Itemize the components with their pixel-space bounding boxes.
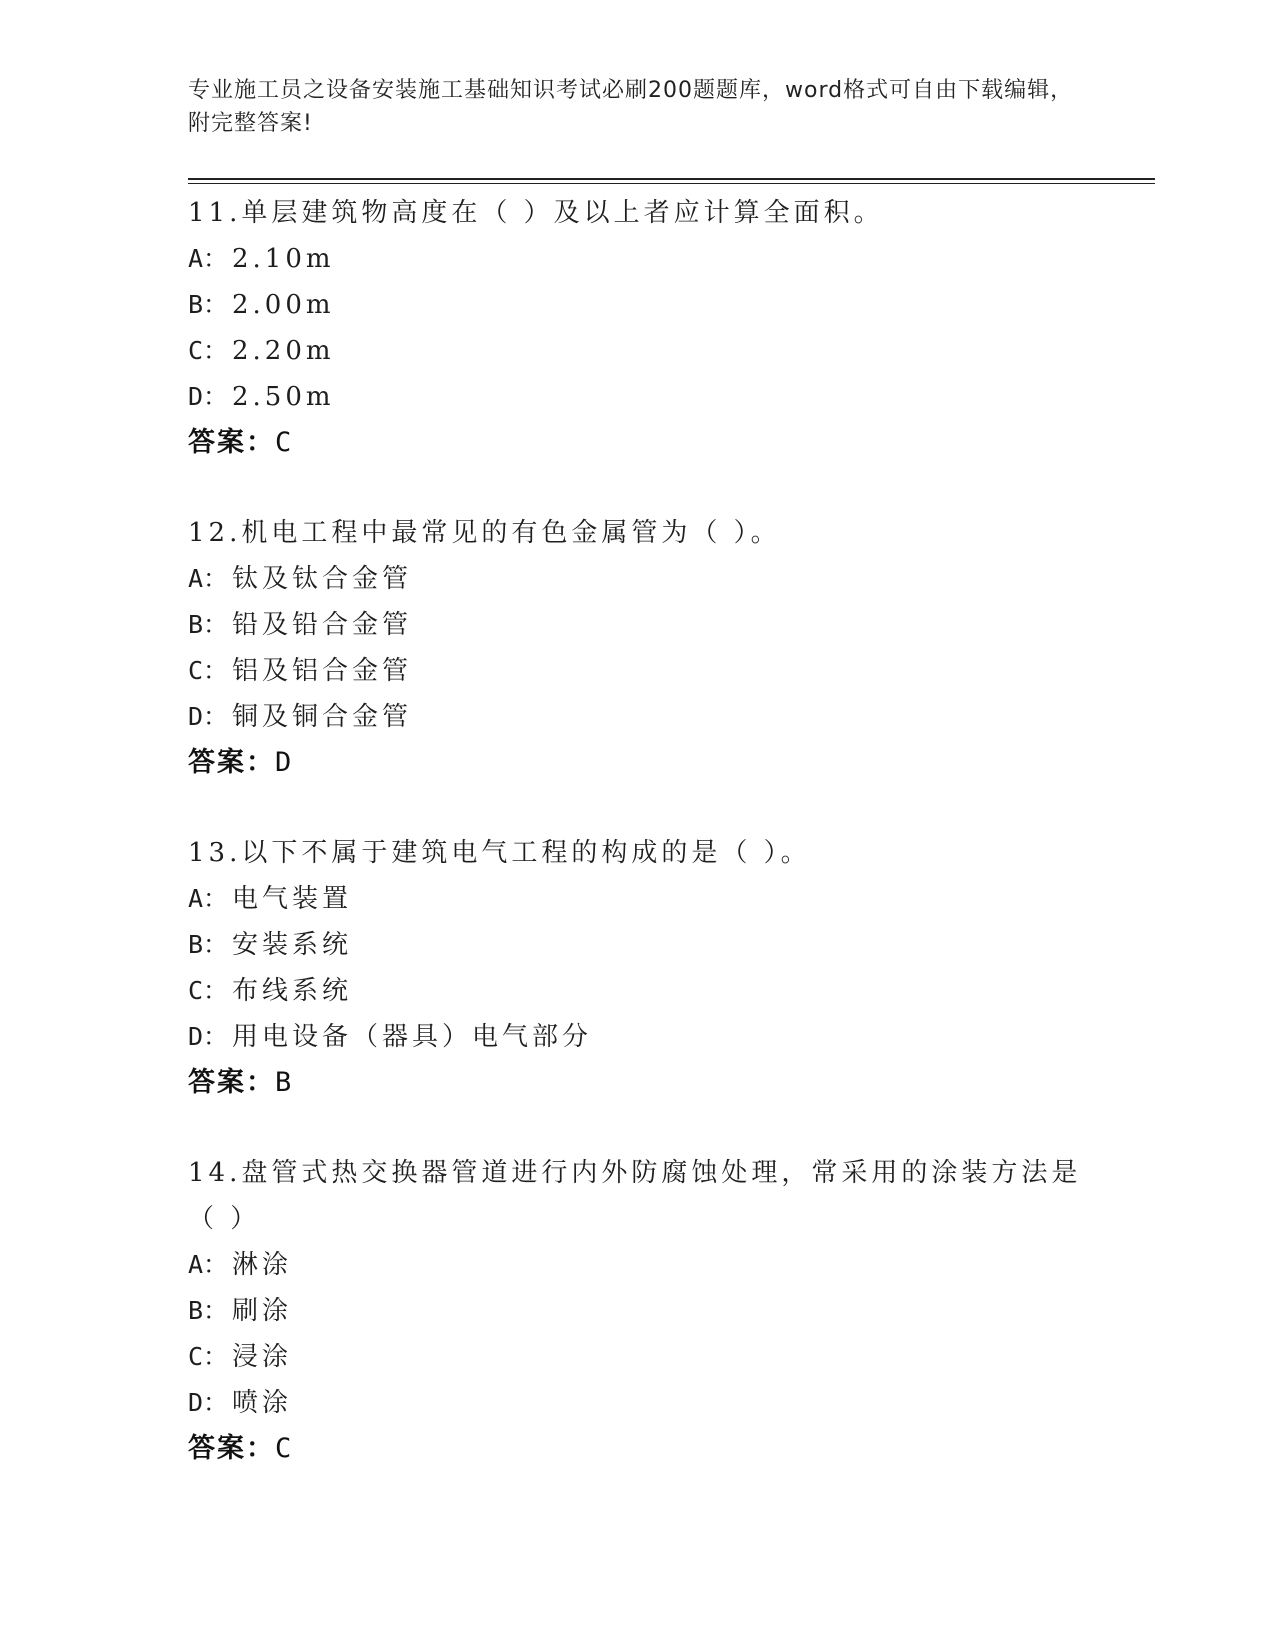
option-text: 2.00m (232, 290, 335, 320)
option-key: B： (188, 290, 229, 319)
header-double-rule (188, 178, 1155, 184)
option-key: B： (188, 610, 229, 639)
option-b (188, 922, 1088, 968)
option-key: A： (188, 244, 229, 273)
question-14 (188, 1150, 1155, 1472)
option-a (188, 876, 1088, 922)
option-text: 淋涂 (232, 1250, 293, 1280)
document-title: 专业施工员之设备安装施工基础知识考试必刷200题题库，word格式可自由下载编辑，附完整答案! (188, 78, 1074, 136)
option-text: 安装系统 (232, 930, 353, 960)
option-text: 刷涂 (232, 1296, 293, 1326)
option-text: 布线系统 (232, 976, 353, 1006)
question-12 (188, 510, 1155, 786)
option-text: 电气装置 (232, 884, 353, 914)
option-key: B： (188, 930, 229, 959)
option-key: B： (188, 1296, 229, 1325)
option-text: 浸涂 (232, 1342, 293, 1372)
option-d (188, 1014, 1088, 1060)
option-key: D： (188, 1022, 229, 1051)
option-b (188, 282, 1088, 328)
answer-value: D (275, 747, 294, 778)
option-text: 铜及铜合金管 (232, 702, 413, 732)
option-a (188, 556, 1088, 602)
option-d (188, 374, 1088, 420)
option-text: 2.20m (232, 336, 335, 366)
option-d (188, 1380, 1088, 1426)
option-b (188, 602, 1088, 648)
option-text: 用电设备（器具）电气部分 (232, 1022, 593, 1052)
question-text: 12.机电工程中最常见的有色金属管为（ ）。 (188, 518, 781, 548)
answer-label: 答案： (188, 1067, 275, 1098)
answer-line (188, 1060, 1155, 1106)
option-text: 铝及铝合金管 (232, 656, 413, 686)
option-key: C： (188, 1342, 229, 1371)
answer-line (188, 740, 1155, 786)
option-key: D： (188, 1388, 229, 1417)
answer-value: C (275, 427, 294, 458)
option-key: A： (188, 884, 229, 913)
option-c (188, 1334, 1088, 1380)
option-b (188, 1288, 1088, 1334)
question-list (188, 190, 1155, 1516)
option-key: A： (188, 1250, 229, 1279)
answer-line (188, 420, 1155, 466)
answer-label: 答案： (188, 1433, 275, 1464)
option-text: 钛及钛合金管 (232, 564, 413, 594)
question-text: 11.单层建筑物高度在（ ）及以上者应计算全面积。 (188, 198, 884, 228)
option-key: C： (188, 976, 229, 1005)
option-key: D： (188, 702, 229, 731)
answer-label: 答案： (188, 747, 275, 778)
option-key: C： (188, 336, 229, 365)
option-c (188, 648, 1088, 694)
question-13 (188, 830, 1155, 1106)
option-c (188, 328, 1088, 374)
option-text: 铅及铅合金管 (232, 610, 413, 640)
answer-line (188, 1426, 1155, 1472)
option-text: 2.10m (232, 244, 335, 274)
answer-value: B (275, 1067, 294, 1098)
option-c (188, 968, 1088, 1014)
answer-value: C (275, 1433, 294, 1464)
option-text: 2.50m (232, 382, 335, 412)
answer-label: 答案： (188, 427, 275, 458)
option-a (188, 1242, 1088, 1288)
question-text: 14.盘管式热交换器管道进行内外防腐蚀处理，常采用的涂装方法是（ ） (188, 1158, 1082, 1234)
option-text: 喷涂 (232, 1388, 293, 1418)
option-key: A： (188, 564, 229, 593)
question-11 (188, 190, 1155, 466)
option-a (188, 236, 1088, 282)
option-key: D： (188, 382, 229, 411)
option-d (188, 694, 1088, 740)
option-key: C： (188, 656, 229, 685)
question-text: 13.以下不属于建筑电气工程的构成的是（ ）。 (188, 838, 811, 868)
